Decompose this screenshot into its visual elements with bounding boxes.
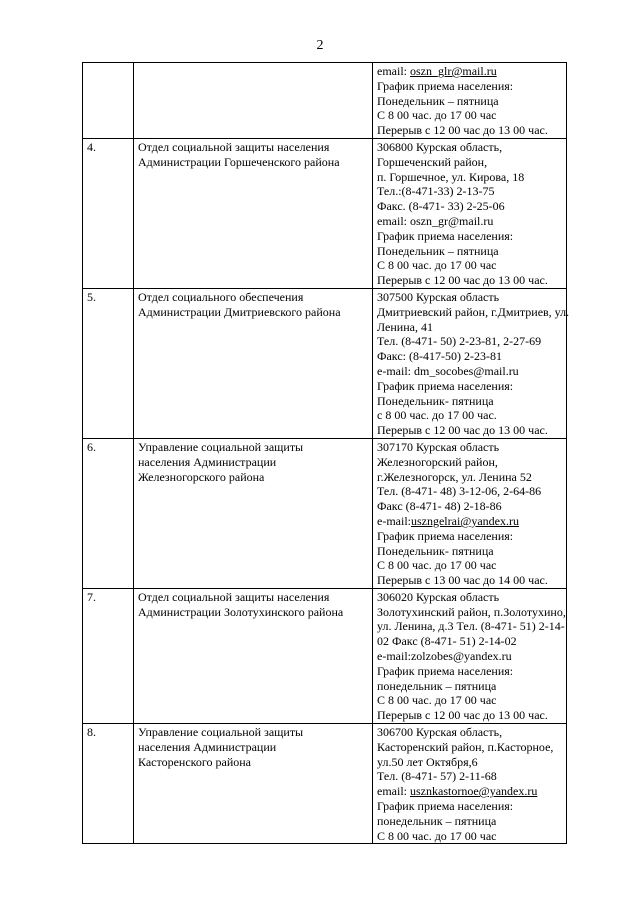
row-number: 4. [83,138,134,288]
contact-line: График приема населения: [377,78,514,93]
contact-line: ул. Ленина, д.3 Тел. (8-471- 51) 2-14- [377,619,565,634]
contact-line: с 8 00 час. до 17 00 час. [377,408,497,423]
email-prefix: email: [377,64,410,78]
table-row [83,588,567,723]
department-name-line: Администрации Дмитриевского района [138,304,341,319]
contact-line: С 8 00 час. до 17 00 час [377,108,497,123]
email-link[interactable]: oszn_glr@mail.ru [410,64,497,78]
row-number: 5. [83,288,134,438]
contact-line: График приема населения: [377,528,514,543]
contact-line: email: oszn_gr@mail.ru [377,213,494,228]
department-name-line: населения Администрации [138,454,277,469]
contact-line: Факс. (8-471- 33) 2-25-06 [377,199,505,214]
contact-email-line [377,514,562,529]
department-name-cell [134,724,373,844]
contact-line: График приема населения: [377,663,514,678]
department-name-line: Отдел социального обеспечения [138,289,304,304]
department-name-line: Управление социальной защиты [138,725,304,740]
contact-line: Золотухинский район, п.Золотухино, [377,604,566,619]
department-name-line: Отдел социальной защиты населения [138,139,330,154]
contact-line: 02 Факс (8-471- 51) 2-14-02 [377,634,517,649]
contact-line: Перерыв с 12 00 час до 13 00 час. [377,423,548,438]
contact-line: Горшеченский район, [377,154,488,169]
contact-line: ул.50 лет Октября,6 [377,754,478,769]
department-name-line: населения Администрации [138,739,277,754]
contact-line: С 8 00 час. до 17 00 час [377,828,497,843]
department-name-cell [134,438,373,588]
row-number: 8. [83,724,134,844]
row-number: 6. [83,438,134,588]
contact-info-cell [373,588,567,723]
contact-line: Понедельник – пятница [377,243,499,258]
contact-info-cell [373,724,567,844]
contact-line: Перерыв с 12 00 час до 13 00 час. [377,273,548,288]
contact-line: Тел. (8-471- 50) 2-23-81, 2-27-69 [377,334,542,349]
contact-line: Перерыв с 13 00 час до 14 00 час. [377,573,548,588]
contact-line: С 8 00 час. до 17 00 час [377,693,497,708]
contact-line: 306800 Курская область, [377,139,503,154]
contact-line: Дмитриевский район, г.Дмитриев, ул. [377,304,570,319]
email-prefix: email: [377,784,410,799]
row-number [83,63,134,139]
department-name-cell [134,63,373,139]
contact-line: С 8 00 час. до 17 00 час [377,558,497,573]
table-row [83,138,567,288]
contact-info-cell [373,288,570,438]
contact-line: График приема населения: [377,228,514,243]
row-number: 7. [83,588,134,723]
contact-line: Ленина, 41 [377,319,433,334]
email-link[interactable]: usznkastornoe@yandex.ru [410,784,538,799]
contact-line: e-mail: dm_socobes@mail.ru [377,363,519,378]
email-link[interactable]: uszngelrai@yandex.ru [410,513,519,528]
department-name-line: Администрации Золотухинского района [138,604,344,619]
contact-line: понедельник – пятница [377,678,497,693]
contact-line: Тел. (8-471- 57) 2-11-68 [377,769,497,784]
contact-line: 306700 Курская область, [377,725,503,740]
department-name-line: Управление социальной защиты [138,439,304,454]
contact-line: Железногорский район, [377,454,498,469]
contact-line: Факс (8-471- 48) 2-18-86 [377,499,502,514]
table-row [83,724,567,844]
department-name-line: Касторенского района [138,754,251,769]
contact-line: Касторенский район, п.Касторное, [377,739,554,754]
contact-line: п. Горшечное, ул. Кирова, 18 [377,169,525,184]
page-number: 2 [316,38,324,53]
contact-line: Тел.:(8-471-33) 2-13-75 [377,184,495,199]
contact-line: График приема населения: [377,378,514,393]
contact-line: понедельник – пятница [377,813,497,828]
department-name-line: Отдел социальной защиты населения [138,589,330,604]
contact-line: Понедельник- пятница [377,393,494,408]
contact-line: e-mail:zolzobes@yandex.ru [377,649,512,664]
contact-line: Перерыв с 12 00 час до 13 00 час. [377,708,548,723]
contact-line: 306020 Курская область [377,589,500,604]
contact-line: 307500 Курская область [377,289,500,304]
department-name-cell [134,288,373,438]
contact-line: 307170 Курская область [377,439,500,454]
social-services-table [82,62,570,844]
table-row [83,288,567,438]
contact-line: С 8 00 час. до 17 00 час [377,258,497,273]
department-name-cell [134,588,373,723]
contact-line: г.Железногорск, ул. Ленина 52 [377,469,532,484]
contact-line: Тел. (8-471- 48) 3-12-06, 2-64-86 [377,484,542,499]
contact-info-cell [373,438,567,588]
email-prefix: e-mail: [377,513,411,528]
department-name-cell [134,138,373,288]
contact-line: Перерыв с 12 00 час до 13 00 час. [377,123,548,138]
contact-email-line [377,64,562,79]
contact-info-cell [373,63,567,139]
table-row [83,63,567,139]
department-name-line: Железногорского района [138,469,265,484]
table-row [83,438,567,588]
department-name-line: Администрации Горшеченского района [138,154,340,169]
contact-line: Понедельник – пятница [377,93,499,108]
contact-email-line [377,784,562,799]
contact-info-cell [373,138,567,288]
contact-line: Факс: (8-417-50) 2-23-81 [377,349,502,364]
contact-line: Понедельник- пятница [377,543,494,558]
contact-line: График приема населения: [377,799,514,814]
